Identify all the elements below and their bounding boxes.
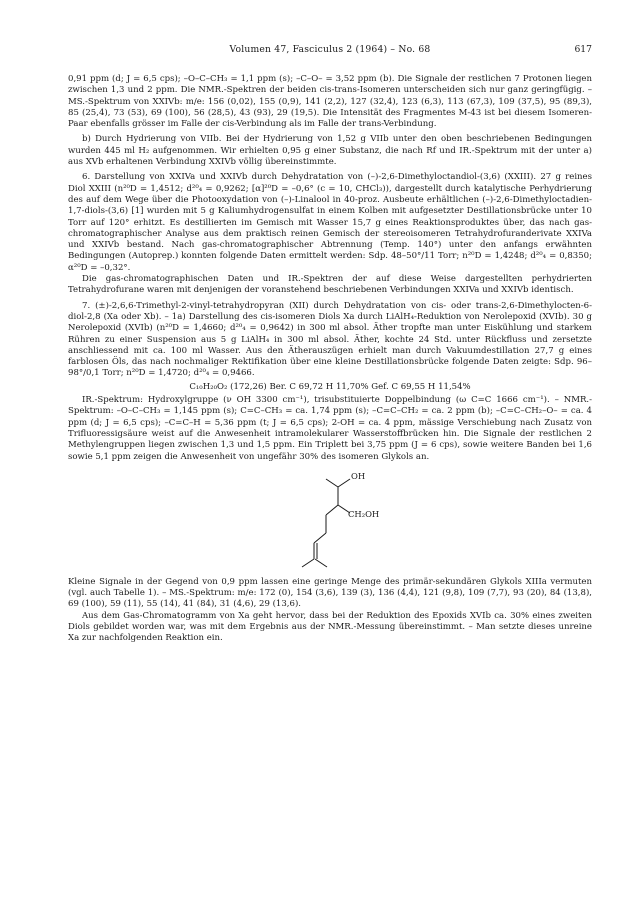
journal-reference: Volumen 47, Fasciculus 2 (1964) – No. 68	[229, 44, 431, 55]
structure-label-ch2oh: CH₂OH	[348, 508, 380, 519]
bond-methyl-b	[302, 559, 314, 567]
page-number: 617	[574, 44, 592, 55]
paragraph-hydrierung: b) Durch Hydrierung von VIIb. Bei der Hydrierung von 1,52 g VIIb unter den oben beschriebenen Bedingungen wurden 445 ml H₂ aufgenommen. Wir erhielten 0,95 g einer Substanz, die nach Rf und IR.-Spektrum mit der unter a) aus XVb erhaltenen Verbindung XXIVb völlig übereinstimmte.	[68, 134, 592, 168]
bond-methyl-a	[326, 479, 338, 487]
paragraph-section-7: 7. (±)-2,6,6-Trimethyl-2-vinyl-tetrahydropyran (XII) durch Dehydratation von cis- oder trans-2,6-Dimethylocten-6-diol-2,8 (Xa oder Xb). – 1a) Darstellung des cis-isomeren Diols Xa durch LiAlH₄-Reduktion von Nerolepoxid (XVIb). 30 g Nerolepoxid (XVIb) (n²⁰D = 1,4660; d²⁰₄ = 0,9642) in 300 ml absol. Äther tropfte man unter Eiskühlung und starkem Rühren zu einer Suspension aus 5 g LiAlH₄ in 300 ml absol. Äther, kochte 24 Std. unter Rückfluss und zersetzte anschliessend mit ca. 100 ml Wasser. Aus den Ätherauszügen erhielt man durch Vakuumdestillation 27,7 g eines farblosen Öls, das nach nochmaliger Rektifikation über eine kleine Destillationsbrücke folgende Daten zeigte: Sdp. 96–98°/0,1 Torr; n²⁰D = 1,4720; d²⁰₄ = 0,9466.	[68, 300, 592, 379]
glycol-structure-drawing	[68, 465, 592, 573]
paragraph-gas-chromatogram: Aus dem Gas-Chromatogramm von Xa geht hervor, dass bei der Reduktion des Epoxids XVIb ca. 30% eines zweiten Diols gebildet worden war, was mit dem Ergebnis aus der NMR.-Messung übereinstimmt. – Man setzte dieses unreine Xa zur nachfolgenden Reaktion ein.	[68, 610, 592, 644]
bond-methyl-c	[315, 559, 327, 567]
paragraph-section-6: 6. Darstellung von XXIVa und XXIVb durch Dehydratation von (–)-2,6-Dimethyloctandiol-(3,6) (XXIII). 27 g reines Diol XXIII (n²⁰D = 1,4512; d²⁰₄ = 0,9262; [α]²⁰D = –0,6° (c = 10, CHCl₃)), dargestellt durch katalytische Perhydrierung des auf dem Wege über die Photooxydation von (–)-Linalool in 40-proz. Ausbeute erhältlichen (–)-2,6-Dimethyloctadien-1,7-diols-(3,6) [1] wurden mit 5 g Kaliumhydrogensulfat in einem Kolben mit aufgesetzter Destillationsbrücke unter 10 Torr auf 120° erhitzt. Es destillierten im Gemisch mit Wasser 15,7 g eines Reaktionsproduktes über, das nach gas-chromatographischer Analyse aus dem praktisch reinen Gemisch der stereoisomeren Tetrahydrofuranderivate XXIVa und XXIVb bestand. Nach gas-chromatographischer Abtrennung (Temp. 140°) unter den anfangs erwähnten Bedingungen (Autoprep.) konnten folgende Daten ermittelt werden: Sdp. 48–50°/11 Torr; n²⁰D = 1,4248; d²⁰₄ = 0,8350; α²⁰D = –0,32°.	[68, 172, 592, 273]
structure-diagram	[68, 465, 592, 573]
bond-chain-4	[314, 533, 326, 543]
paragraph-gc-data: Die gas-chromatographischen Daten und IR.-Spektren der auf diese Weise dargestellten perhydrierten Tetrahydrofurane waren mit denjenigen der voranstehend beschriebenen Verbindungen XXIVa und XXIVb identisch.	[68, 274, 592, 296]
paragraph-nmr-continuation: 0,91 ppm (d; J = 6,5 cps); –O–C–CH₃ = 1,1 ppm (s); –C–O– = 3,52 ppm (b). Die Signale der restlichen 7 Protonen liegen zwischen 1,3 und 2 ppm. Die NMR.-Spektren der beiden cis-trans-Isomeren unterscheiden sich nur ganz geringfügig. – MS.-Spektrum von XXIVb: m/e: 156 (0,02), 155 (0,9), 141 (2,2), 127 (32,4), 123 (6,3), 113 (67,3), 109 (37,5), 95 (89,3), 85 (25,4), 73 (53), 69 (100), 56 (28,5), 43 (93), 29 (19,5). Die Intensität des Fragmentes M-43 ist bei diesem Isomeren-Paar ebenfalls grösser im Falle der cis-Verbindung als im Falle der trans-Verbindung.	[68, 74, 592, 130]
bond-c-oh	[338, 479, 350, 487]
structure-label-oh: OH	[351, 470, 366, 481]
paragraph-small-signals: Kleine Signale in der Gegend von 0,9 ppm lassen eine geringe Menge des primär-sekundären Glykols XIIIa vermuten (vgl. auch Tabelle 1). – MS.-Spektrum: m/e: 172 (0), 154 (3,6), 139 (3), 136 (4,4), 121 (9,8), 109 (7,7), 93 (20), 84 (13,8), 69 (100), 59 (11), 55 (14), 41 (84), 31 (4,6), 29 (13,6).	[68, 576, 592, 610]
bond-chain-2	[326, 505, 338, 515]
page	[68, 44, 592, 645]
elemental-analysis: C₁₀H₂₀O₂ (172,26) Ber. C 69,72 H 11,70% Gef. C 69,55 H 11,54%	[189, 381, 471, 392]
running-header	[68, 44, 592, 58]
paragraph-ir-nmr: IR.-Spektrum: Hydroxylgruppe (ν OH 3300 cm⁻¹), trisubstituierte Doppelbindung (ω C=C 1666 cm⁻¹). – NMR.-Spektrum: –O–C–CH₃ = 1,145 ppm (s); C=C–CH₃ = ca. 1,74 ppm (s); –C=C–CH₂ = ca. 2 ppm (b); –C=C–CH₂–O– = ca. 4 ppm (d; J = 6,5 cps); –C=C–H = 5,36 ppm (t; J = 6,5 cps); 2-OH = ca. 4 ppm, mässige Verschiebung nach Zusatz von Trifluoressigsäure weist auf die Anwesenheit intramolekularer Wasserstoffbrücken hin. Die Signale der restlichen 2 Methylengruppen liegen zwischen 1,3 und 1,5 ppm. Ein Triplett bei 3,75 ppm (J = 6 cps), sowie weitere Banden bei 1,6 sowie 5,1 ppm zeigen die Anwesenheit von ungefähr 30% des isomeren Glykols an.	[68, 395, 592, 462]
